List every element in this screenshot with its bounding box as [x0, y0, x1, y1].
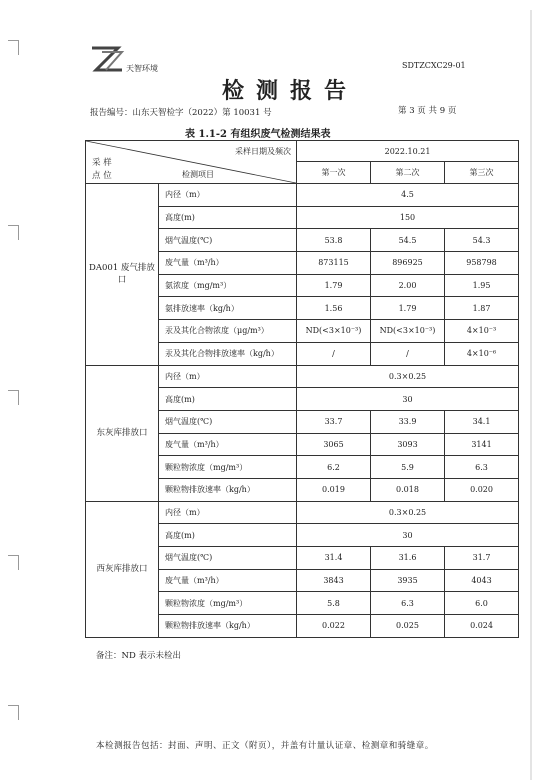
value-cell: ND(<3×10⁻³) — [297, 320, 371, 343]
item-cell: 汞及其化合物浓度（μg/m³） — [159, 320, 297, 343]
binder-mark — [8, 705, 19, 720]
item-cell: 高度(m) — [159, 206, 297, 229]
value-cell: 1.95 — [445, 274, 519, 297]
value-cell: 3935 — [371, 569, 445, 592]
item-cell: 内径（m） — [159, 501, 297, 524]
value-cell: 0.024 — [445, 615, 519, 638]
value-cell: 31.4 — [297, 547, 371, 570]
value-cell-merged: 30 — [297, 524, 519, 547]
value-cell: 33.9 — [371, 410, 445, 433]
item-cell: 颗粒物浓度（mg/m³） — [159, 592, 297, 615]
value-cell: 0.020 — [445, 478, 519, 501]
value-cell: 33.7 — [297, 410, 371, 433]
item-cell: 汞及其化合物排放速率（kg/h） — [159, 342, 297, 365]
location-cell: DA001 废气排放口 — [86, 184, 159, 366]
document-code: SDTZCXC29-01 — [402, 61, 466, 70]
value-cell: 2.00 — [371, 274, 445, 297]
item-cell: 高度(m) — [159, 524, 297, 547]
value-cell-merged: 4.5 — [297, 184, 519, 207]
value-cell: 1.79 — [371, 297, 445, 320]
company-name: 天智环境 — [126, 64, 158, 73]
location-cell: 西灰库排放口 — [86, 501, 159, 637]
item-cell: 烟气温度(℃) — [159, 410, 297, 433]
sampling-date: 2022.10.21 — [297, 141, 519, 162]
item-cell: 烟气温度(℃) — [159, 547, 297, 570]
table-row — [86, 184, 519, 207]
value-cell: 6.3 — [445, 456, 519, 479]
value-cell: 6.0 — [445, 592, 519, 615]
value-cell: 31.7 — [445, 547, 519, 570]
item-cell: 内径（m） — [159, 184, 297, 207]
round-1-header: 第一次 — [297, 162, 371, 184]
results-table — [85, 140, 519, 638]
item-cell: 颗粒物排放速率（kg/h） — [159, 478, 297, 501]
value-cell-merged: 0.3×0.25 — [297, 501, 519, 524]
value-cell: 1.56 — [297, 297, 371, 320]
value-cell: 3065 — [297, 433, 371, 456]
value-cell: 5.9 — [371, 456, 445, 479]
value-cell-merged: 150 — [297, 206, 519, 229]
value-cell: 4×10⁻⁶ — [445, 342, 519, 365]
value-cell: 54.3 — [445, 229, 519, 252]
value-cell: 0.022 — [297, 615, 371, 638]
location-label-a: 采 样 — [92, 158, 112, 168]
value-cell: 54.5 — [371, 229, 445, 252]
item-cell: 内径（m） — [159, 365, 297, 388]
value-cell: 0.019 — [297, 478, 371, 501]
value-cell: 3843 — [297, 569, 371, 592]
item-cell: 高度(m) — [159, 388, 297, 411]
item-cell: 颗粒物浓度（mg/m³） — [159, 456, 297, 479]
value-cell: / — [371, 342, 445, 365]
item-cell: 颗粒物排放速率（kg/h） — [159, 615, 297, 638]
value-cell: 31.6 — [371, 547, 445, 570]
table-note: 备注：ND 表示未检出 — [96, 651, 181, 661]
table-header-row — [86, 141, 519, 162]
location-cell: 东灰库排放口 — [86, 365, 159, 501]
binder-mark — [8, 555, 19, 570]
table-row — [86, 501, 519, 524]
item-cell: 氨浓度（mg/m³） — [159, 274, 297, 297]
value-cell: 3141 — [445, 433, 519, 456]
value-cell: 958798 — [445, 252, 519, 275]
binder-mark — [8, 40, 19, 55]
value-cell: 6.3 — [371, 592, 445, 615]
sampling-date-label: 采样日期及频次 — [235, 147, 291, 156]
value-cell: 34.1 — [445, 410, 519, 433]
value-cell: ND(<3×10⁻³) — [371, 320, 445, 343]
item-cell: 废气量（m³/h） — [159, 569, 297, 592]
value-cell: 4043 — [445, 569, 519, 592]
binder-mark — [8, 390, 19, 405]
report-number: 报告编号：山东天智检字（2022）第 10031 号 — [90, 108, 272, 118]
page-info: 第 3 页 共 9 页 — [398, 106, 457, 116]
location-label-b: 点 位 — [92, 171, 112, 181]
value-cell: 3093 — [371, 433, 445, 456]
value-cell: 896925 — [371, 252, 445, 275]
item-cell: 氨排放速率（kg/h） — [159, 297, 297, 320]
test-item-label: 检测项目 — [182, 170, 214, 179]
value-cell: 1.87 — [445, 297, 519, 320]
value-cell: 4×10⁻³ — [445, 320, 519, 343]
item-cell: 废气量（m³/h） — [159, 252, 297, 275]
report-title: 检测报告 — [221, 78, 358, 104]
item-cell: 烟气温度(℃) — [159, 229, 297, 252]
footer-text: 本检测报告包括：封面、声明、正文（附页），并盖有计量认证章、检测章和骑缝章。 — [96, 741, 434, 751]
value-cell: 1.79 — [297, 274, 371, 297]
page-edge — [530, 10, 532, 780]
round-3-header: 第三次 — [445, 162, 519, 184]
value-cell: 53.8 — [297, 229, 371, 252]
table-caption: 表 1.1-2 有组织废气检测结果表 — [185, 129, 331, 140]
value-cell: / — [297, 342, 371, 365]
table-row — [86, 365, 519, 388]
binder-mark — [8, 225, 19, 240]
value-cell: 0.025 — [371, 615, 445, 638]
diagonal-header-cell — [86, 141, 297, 184]
value-cell: 873115 — [297, 252, 371, 275]
item-cell: 废气量（m³/h） — [159, 433, 297, 456]
value-cell: 5.8 — [297, 592, 371, 615]
value-cell-merged: 30 — [297, 388, 519, 411]
value-cell-merged: 0.3×0.25 — [297, 365, 519, 388]
value-cell: 6.2 — [297, 456, 371, 479]
round-2-header: 第二次 — [371, 162, 445, 184]
value-cell: 0.018 — [371, 478, 445, 501]
